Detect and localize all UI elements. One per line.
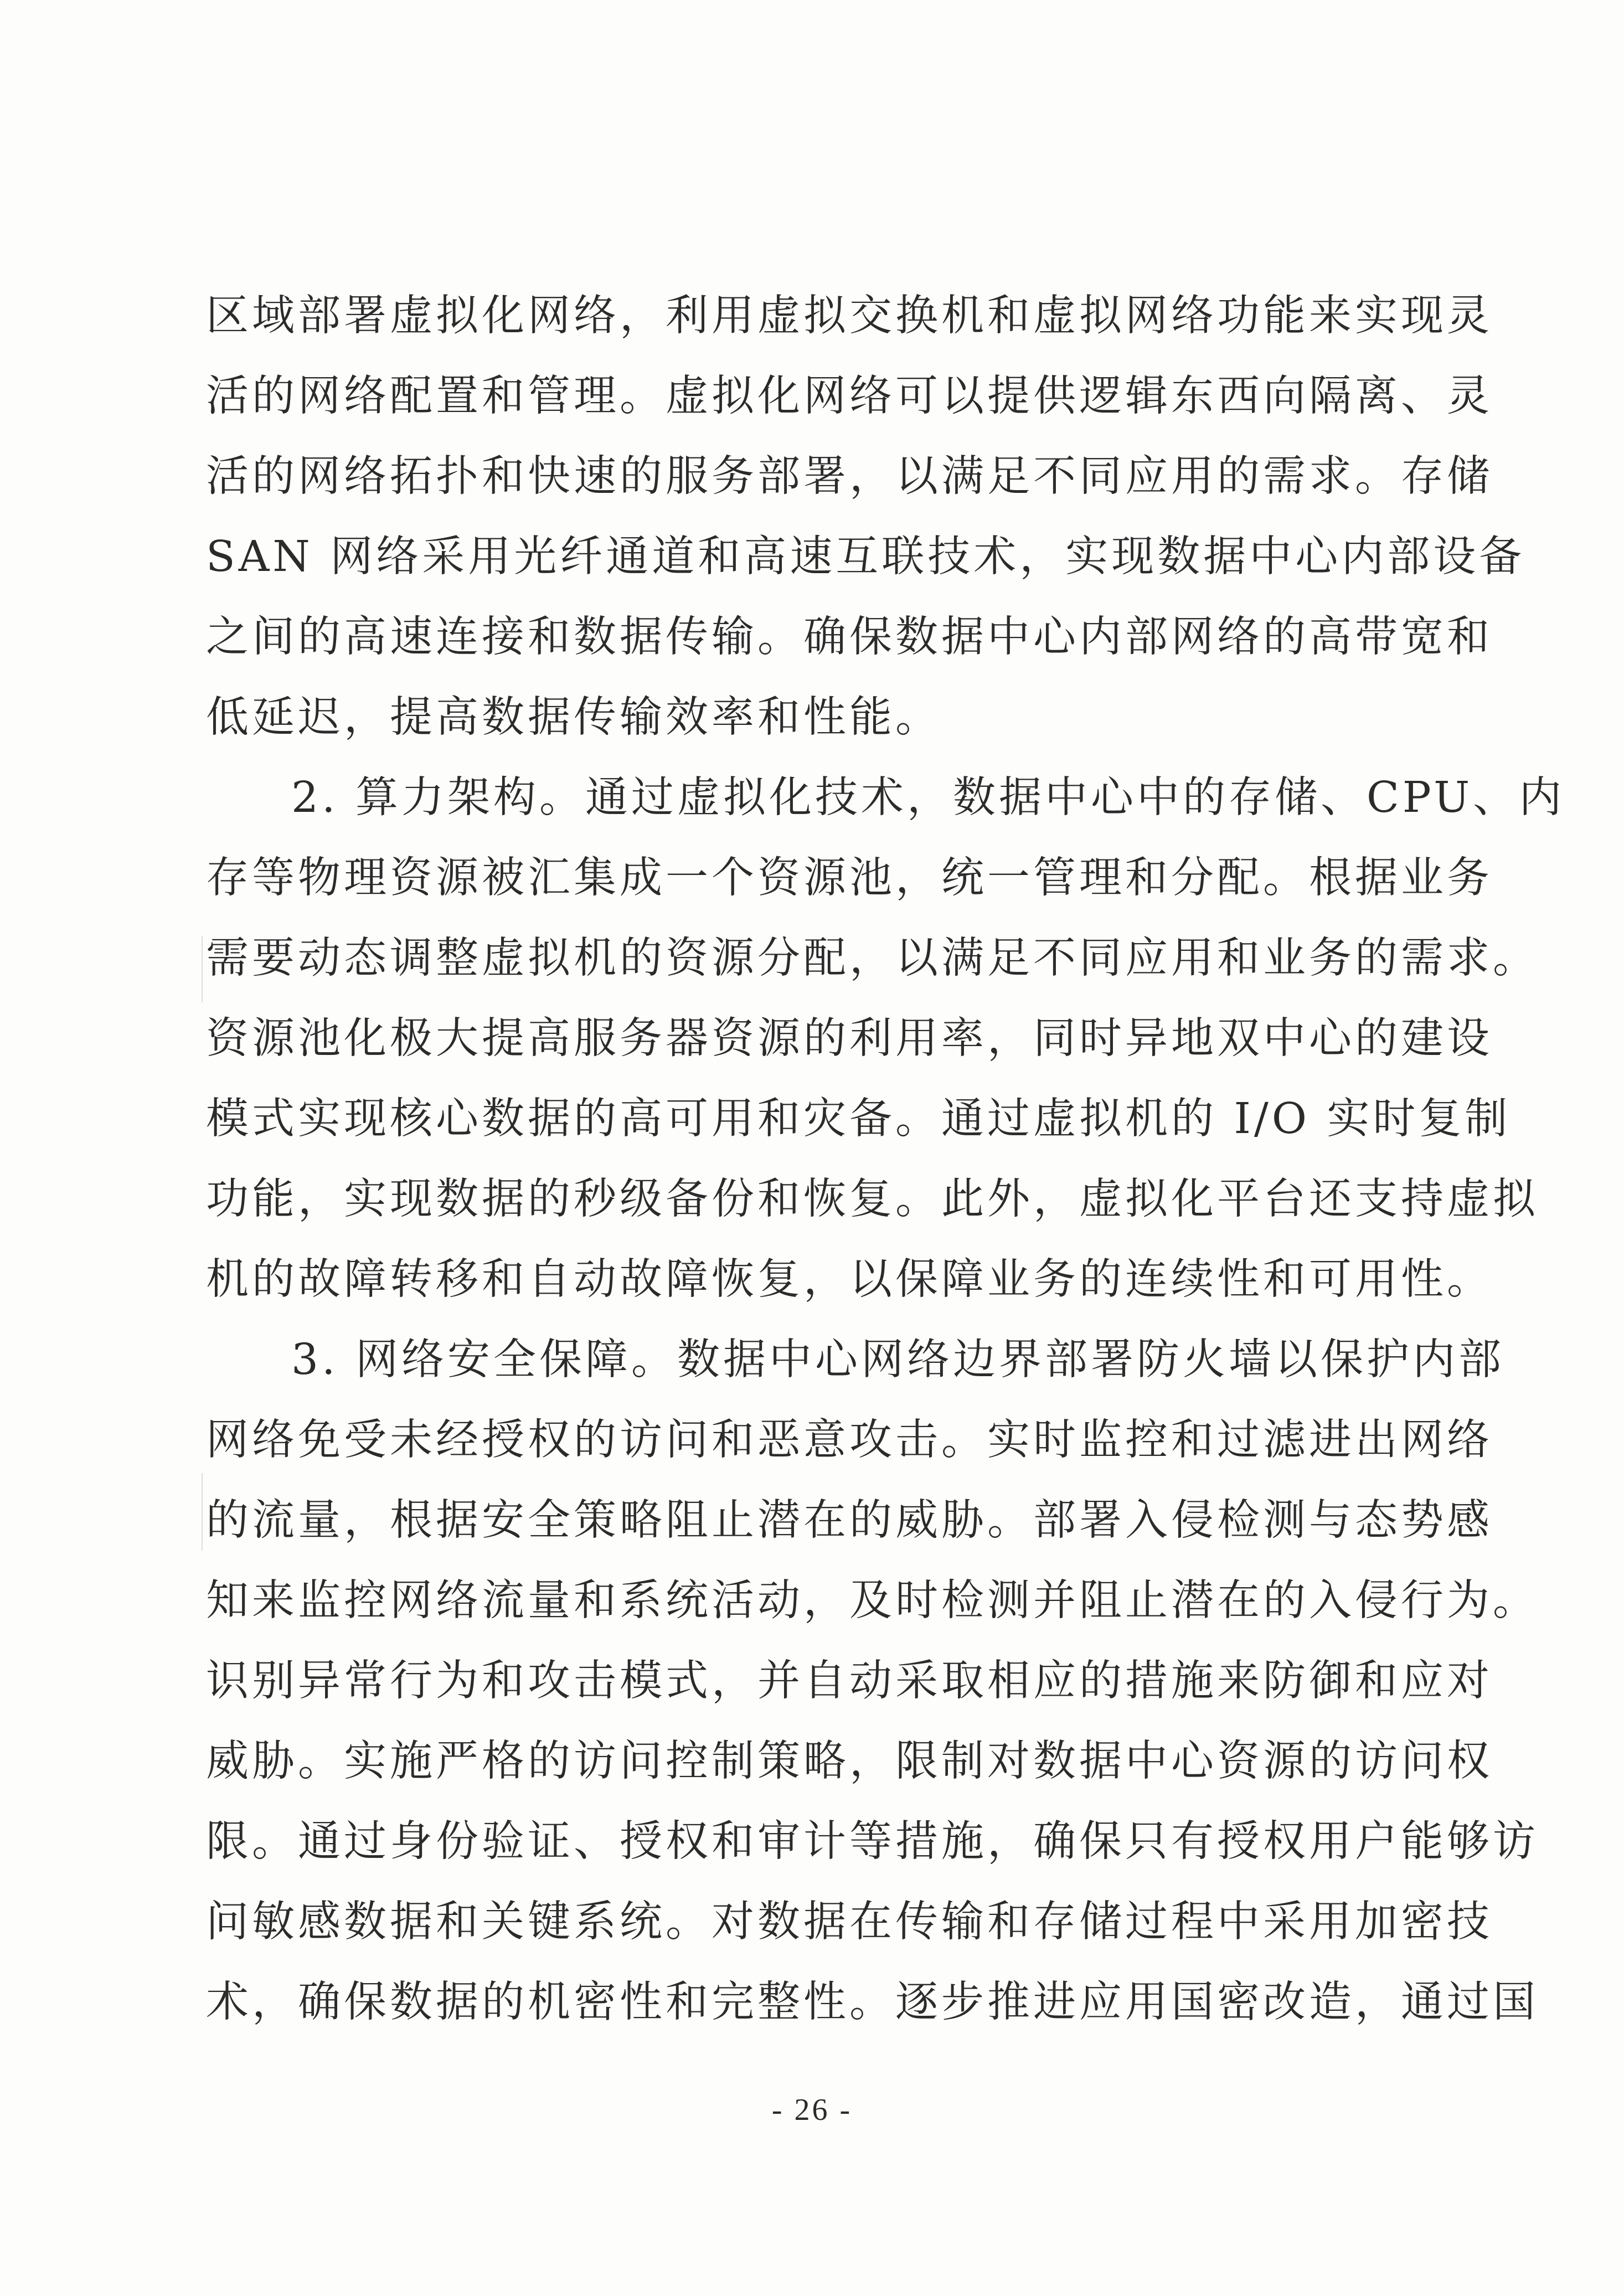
text-line: 需要动态调整虚拟机的资源分配，以满足不同应用和业务的需求。 [206,934,1539,983]
text-line: 限。通过身份验证、授权和审计等措施，确保只有授权用户能够访 [206,1817,1539,1866]
scan-mark-upper [202,936,203,1002]
paragraph-heading-compute: 2. 算力架构。通过虚拟化技术，数据中心中的存储、CPU、内 [291,773,1565,822]
text-line: 存等物理资源被汇集成一个资源池，统一管理和分配。根据业务 [206,853,1493,903]
scan-mark-lower [202,1473,203,1551]
text-line: 模式实现核心数据的高可用和灾备。通过虚拟机的 I/O 实时复制 [206,1094,1511,1144]
text-line: 资源池化极大提高服务器资源的利用率，同时异地双中心的建设 [206,1014,1493,1063]
text-line: 机的故障转移和自动故障恢复，以保障业务的连续性和可用性。 [206,1255,1493,1304]
text-line: 的流量，根据安全策略阻止潜在的威胁。部署入侵检测与态势感 [206,1496,1493,1545]
paragraph-heading-security: 3. 网络安全保障。数据中心网络边界部署防火墙以保护内部 [291,1335,1504,1384]
text-line: 区域部署虚拟化网络，利用虚拟交换机和虚拟网络功能来实现灵 [206,291,1493,341]
text-line: 功能，实现数据的秒级备份和恢复。此外，虚拟化平台还支持虚拟 [206,1175,1539,1224]
text-line: 网络免受未经授权的访问和恶意攻击。实时监控和过滤进出网络 [206,1415,1493,1465]
text-line: 活的网络配置和管理。虚拟化网络可以提供逻辑东西向隔离、灵 [206,372,1493,421]
text-line: 知来监控网络流量和系统活动，及时检测并阻止潜在的入侵行为。 [206,1576,1539,1625]
text-line: 威胁。实施严格的访问控制策略，限制对数据中心资源的访问权 [206,1737,1493,1786]
text-line: 活的网络拓扑和快速的服务部署，以满足不同应用的需求。存储 [206,452,1493,501]
text-line: 术，确保数据的机密性和完整性。逐步推进应用国密改造，通过国 [206,1978,1539,2027]
text-line: SAN 网络采用光纤通道和高速互联技术，实现数据中心内部设备 [206,532,1525,581]
text-line: 识别异常行为和攻击模式，并自动采取相应的措施来防御和应对 [206,1656,1493,1706]
text-line: 问敏感数据和关键系统。对数据在传输和存储过程中采用加密技 [206,1897,1493,1947]
text-line: 之间的高速连接和数据传输。确保数据中心内部网络的高带宽和 [206,612,1493,662]
body-text [206,276,1565,2042]
text-line: 低延迟，提高数据传输效率和性能。 [206,693,941,742]
page-number: - 26 - [771,2093,853,2127]
